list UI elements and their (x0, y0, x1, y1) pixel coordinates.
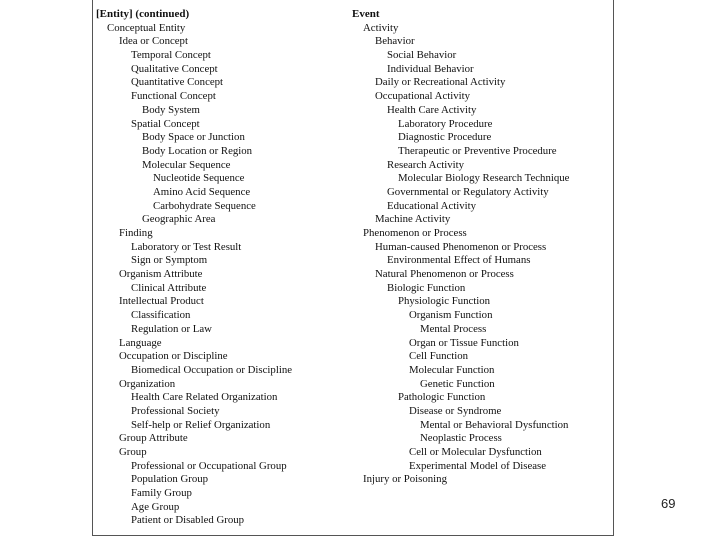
tree-item: Injury or Poisoning (363, 473, 447, 486)
event-hierarchy-list (352, 8, 569, 487)
tree-item: Laboratory or Test Result (131, 240, 242, 253)
tree-item: Pathologic Function (398, 391, 486, 404)
tree-item: Self-help or Relief Organization (131, 418, 271, 431)
tree-item: Mental or Behavioral Dysfunction (420, 418, 569, 431)
tree-item: Activity (363, 21, 399, 34)
tree-item: Spatial Concept (131, 117, 200, 130)
tree-item: Professional or Occupational Group (131, 459, 287, 472)
tree-item: Health Care Related Organization (131, 391, 278, 404)
tree-item: Research Activity (387, 158, 465, 171)
tree-item: Educational Activity (387, 199, 477, 212)
tree-item: Occupational Activity (375, 90, 471, 103)
entity-heading: [Entity] (continued) (96, 8, 190, 20)
tree-item: Human-caused Phenomenon or Process (375, 240, 547, 253)
tree-item: Patient or Disabled Group (131, 514, 245, 527)
tree-item: Group Attribute (119, 432, 188, 445)
entity-hierarchy-list (96, 8, 292, 528)
tree-item: Neoplastic Process (420, 432, 502, 445)
tree-item: Governmental or Regulatory Activity (387, 185, 549, 198)
tree-item: Individual Behavior (387, 62, 474, 75)
tree-item: Idea or Concept (119, 35, 188, 48)
tree-item: Phenomenon or Process (363, 227, 467, 239)
tree-item: Health Care Activity (387, 103, 477, 116)
tree-item: Diagnostic Procedure (398, 131, 492, 144)
tree-item: Organization (119, 377, 176, 390)
tree-item: Body Space or Junction (142, 131, 245, 144)
tree-item: Molecular Sequence (142, 158, 231, 171)
tree-item: Cell or Molecular Dysfunction (409, 446, 542, 458)
tree-item: Genetic Function (420, 377, 495, 390)
tree-item: Organ or Tissue Function (409, 336, 519, 349)
tree-item: Intellectual Product (119, 295, 204, 308)
tree-item: Biomedical Occupation or Discipline (131, 363, 293, 376)
tree-item: Amino Acid Sequence (153, 185, 251, 198)
tree-item: Functional Concept (131, 90, 216, 103)
page-number: 69 (661, 496, 676, 511)
tree-item: Carbohydrate Sequence (153, 199, 256, 212)
tree-item: Biologic Function (387, 281, 466, 294)
tree-item: Natural Phenomenon or Process (375, 268, 514, 281)
tree-item: Family Group (131, 487, 192, 500)
tree-item: Qualitative Concept (131, 62, 218, 75)
tree-item: Conceptual Entity (107, 21, 186, 34)
tree-item: Environmental Effect of Humans (387, 254, 531, 267)
tree-item: Body System (142, 103, 200, 116)
tree-item: Organism Attribute (119, 268, 203, 281)
tree-item: Group (119, 446, 147, 458)
tree-item: Temporal Concept (131, 49, 211, 62)
tree-item: Machine Activity (375, 213, 451, 226)
tree-item: Behavior (375, 35, 415, 48)
tree-item: Daily or Recreational Activity (375, 76, 506, 89)
tree-item: Quantitative Concept (131, 76, 224, 89)
tree-item: Classification (131, 309, 191, 322)
tree-item: Experimental Model of Disease (409, 459, 547, 472)
tree-item: Organism Function (409, 309, 493, 322)
event-heading: Event (352, 8, 380, 20)
tree-item: Molecular Function (409, 363, 495, 376)
tree-item: Therapeutic or Preventive Procedure (398, 144, 557, 157)
tree-item: Clinical Attribute (131, 281, 207, 294)
tree-item: Disease or Syndrome (409, 404, 502, 417)
tree-item: Population Group (131, 473, 209, 486)
tree-item: Occupation or Discipline (119, 350, 228, 363)
tree-item: Finding (119, 227, 153, 239)
tree-item: Geographic Area (142, 213, 216, 226)
tree-item: Body Location or Region (142, 144, 253, 157)
tree-item: Professional Society (131, 404, 220, 417)
tree-item: Sign or Symptom (131, 254, 208, 267)
tree-item: Cell Function (409, 350, 469, 363)
tree-item: Age Group (131, 500, 180, 513)
tree-item: Social Behavior (387, 49, 457, 62)
tree-item: Nucleotide Sequence (153, 172, 245, 185)
tree-item: Regulation or Law (131, 322, 212, 335)
tree-item: Language (119, 336, 162, 349)
tree-item: Mental Process (420, 322, 487, 335)
tree-item: Laboratory Procedure (398, 117, 493, 130)
tree-item: Molecular Biology Research Technique (398, 172, 570, 185)
tree-item: Physiologic Function (398, 295, 491, 308)
